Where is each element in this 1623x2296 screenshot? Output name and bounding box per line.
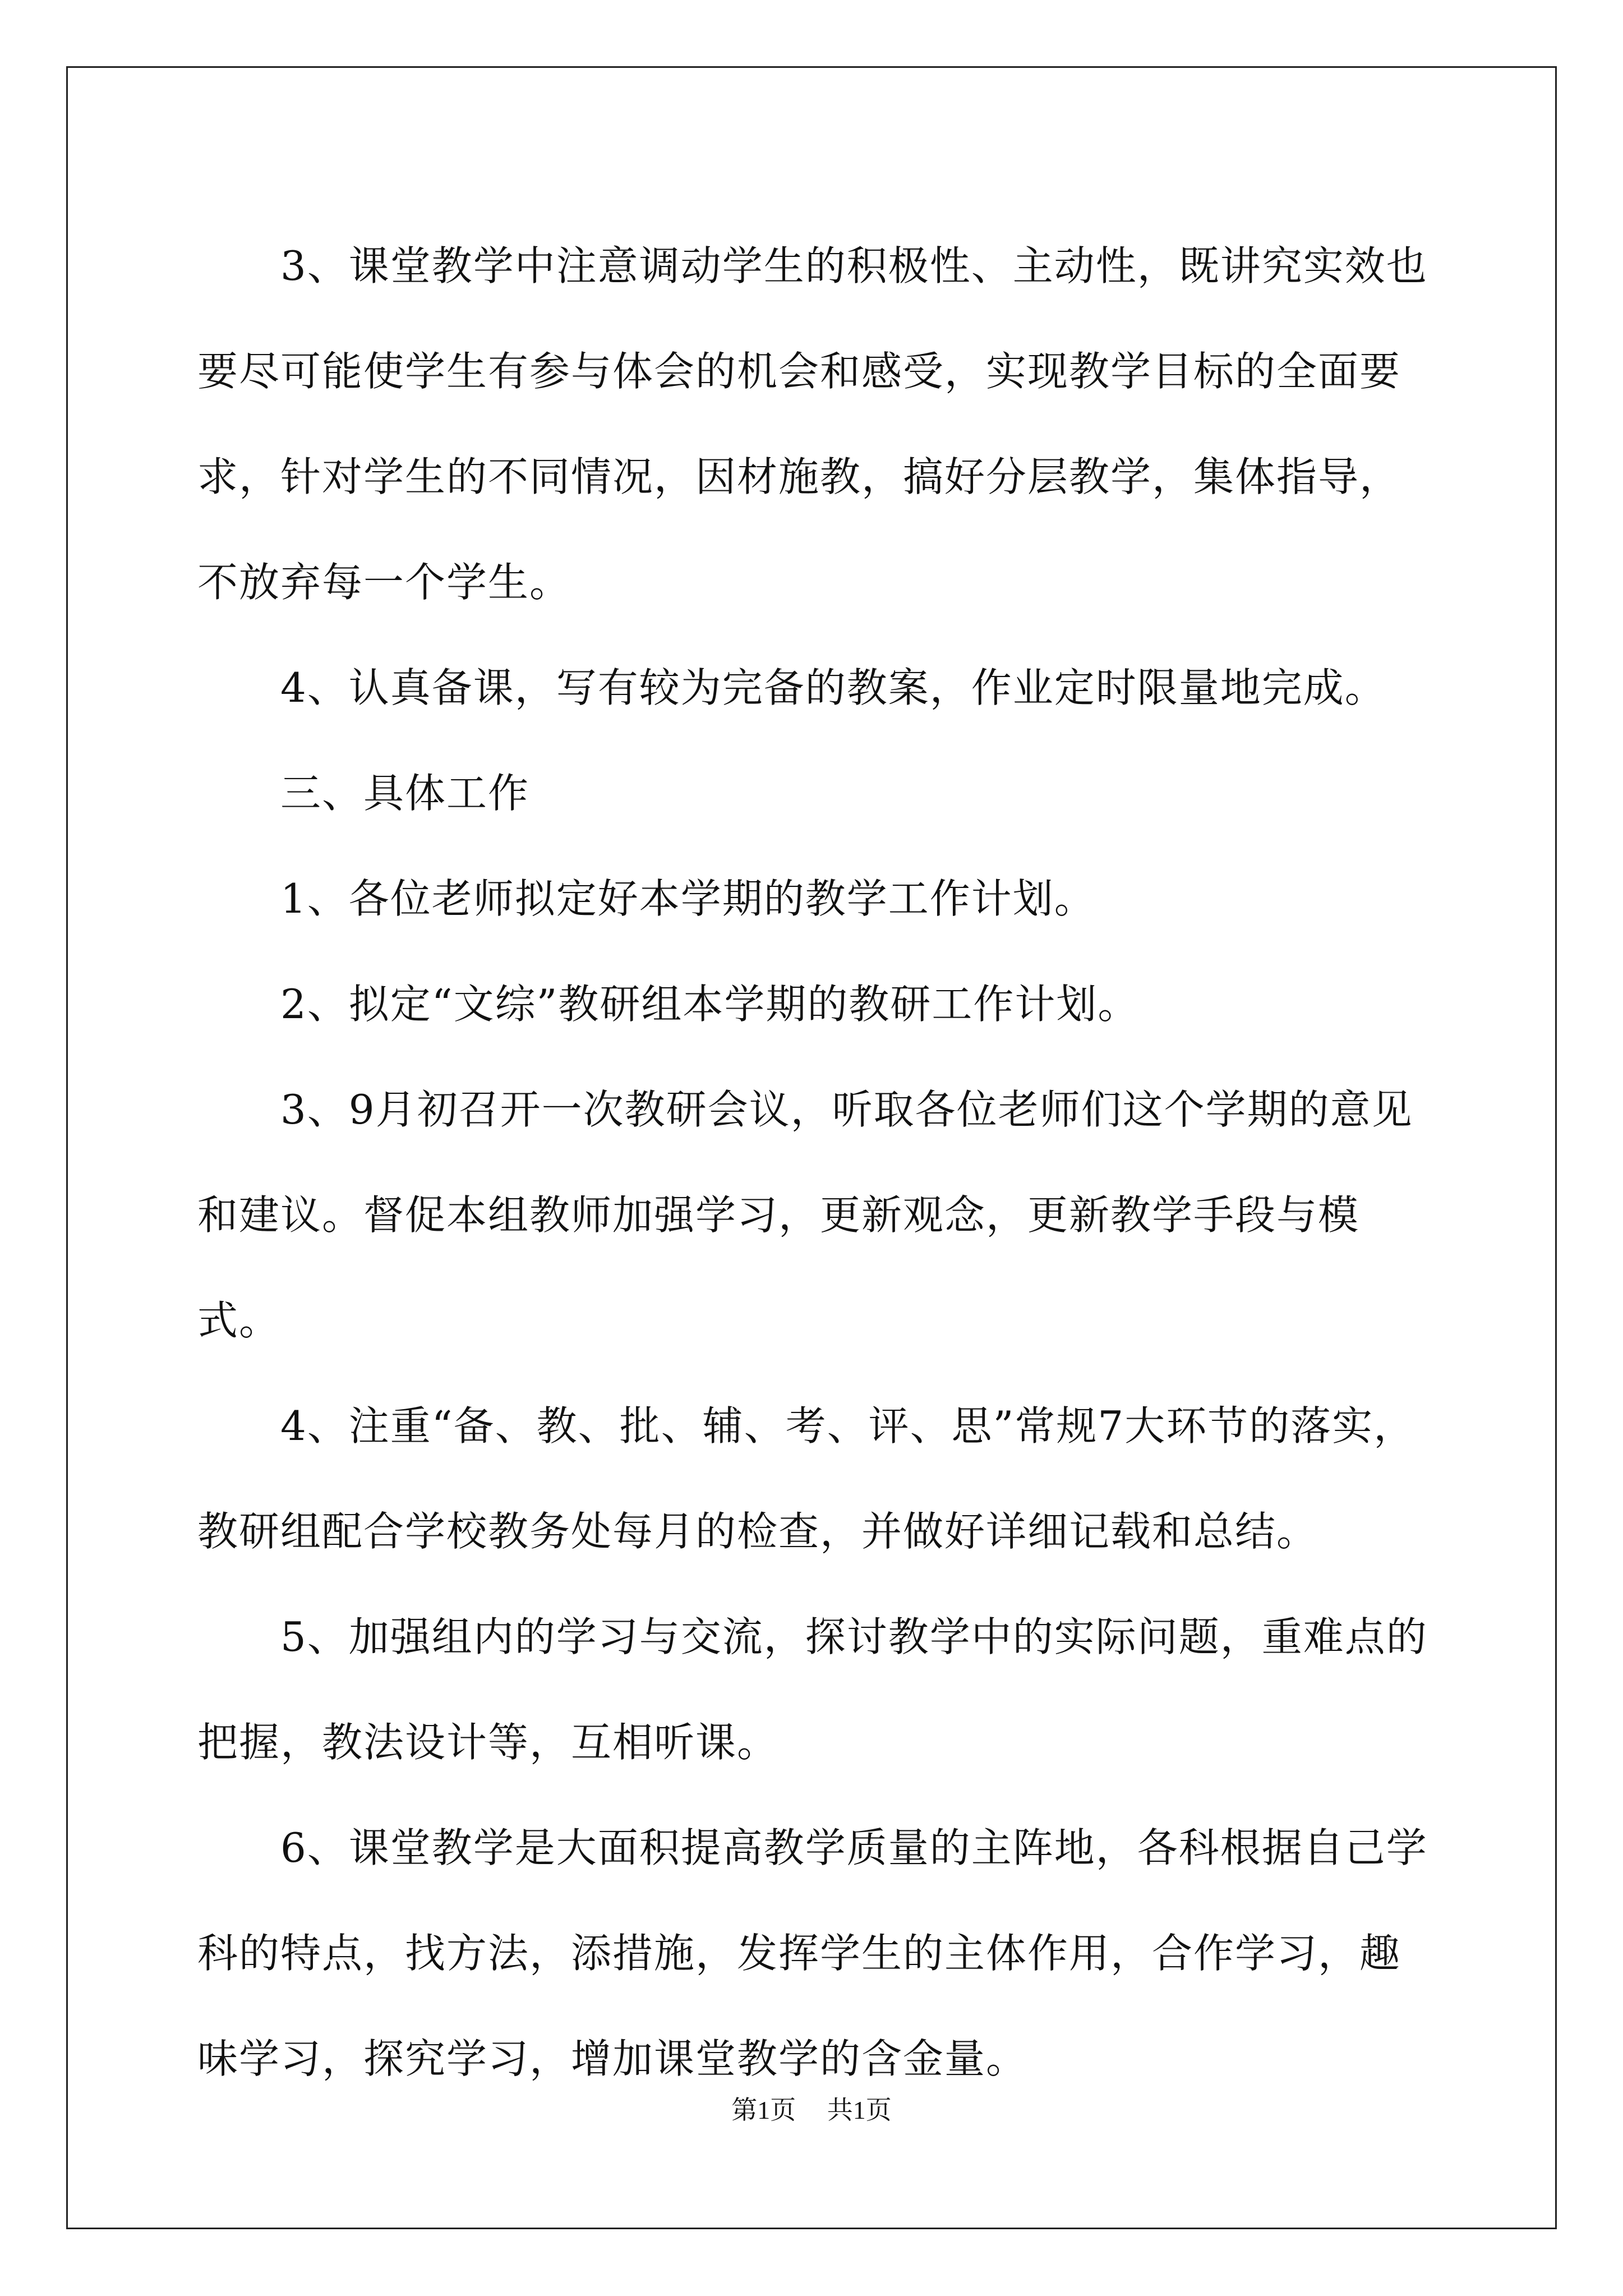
- document-body: [197, 213, 1434, 2111]
- paragraph-3: 1、各位老师拟定好本学期的教学工作计划。: [280, 875, 1096, 922]
- page-footer: [0, 2090, 1623, 2127]
- paragraph-4: 2、拟定“文综”教研组本学期的教研工作计划。: [280, 981, 1140, 1028]
- section-heading: 三、具体工作: [280, 770, 530, 817]
- paragraph-2: 4、认真备课，写有较为完备的教案，作业定时限量地完成。: [280, 664, 1386, 711]
- paragraph-5: 3、9月初召开一次教研会议，听取各位老师们这个学期的意见和建议。督促本组教师加强学习，更新观念，更新教学手段与模式。: [197, 1086, 1413, 1344]
- page-number: 第1页: [731, 2096, 796, 2124]
- paragraph-8: 6、课堂教学是大面积提高教学质量的主阵地，各科根据自己学科的特点，找方法，添措施，发挥学生的主体作用，合作学习，趣味学习，探究学习，增加课堂教学的含金量。: [197, 1824, 1428, 2082]
- page-total: 共1页: [827, 2096, 892, 2124]
- paragraph-6: 4、注重“备、教、批、辅、考、评、思”常规7大环节的落实，教研组配合学校教务处每月的检查，并做好详细记载和总结。: [197, 1402, 1415, 1555]
- paragraph-7: 5、加强组内的学习与交流，探讨教学中的实际问题，重难点的把握，教法设计等，互相听课。: [197, 1613, 1428, 1766]
- paragraph-1: 3、课堂教学中注意调动学生的积极性、主动性，既讲究实效也要尽可能使学生有参与体会的机会和感受，实现教学目标的全面要求，针对学生的不同情况，因材施教，搞好分层教学，集体指导，不放弃每一个学生。: [197, 242, 1428, 606]
